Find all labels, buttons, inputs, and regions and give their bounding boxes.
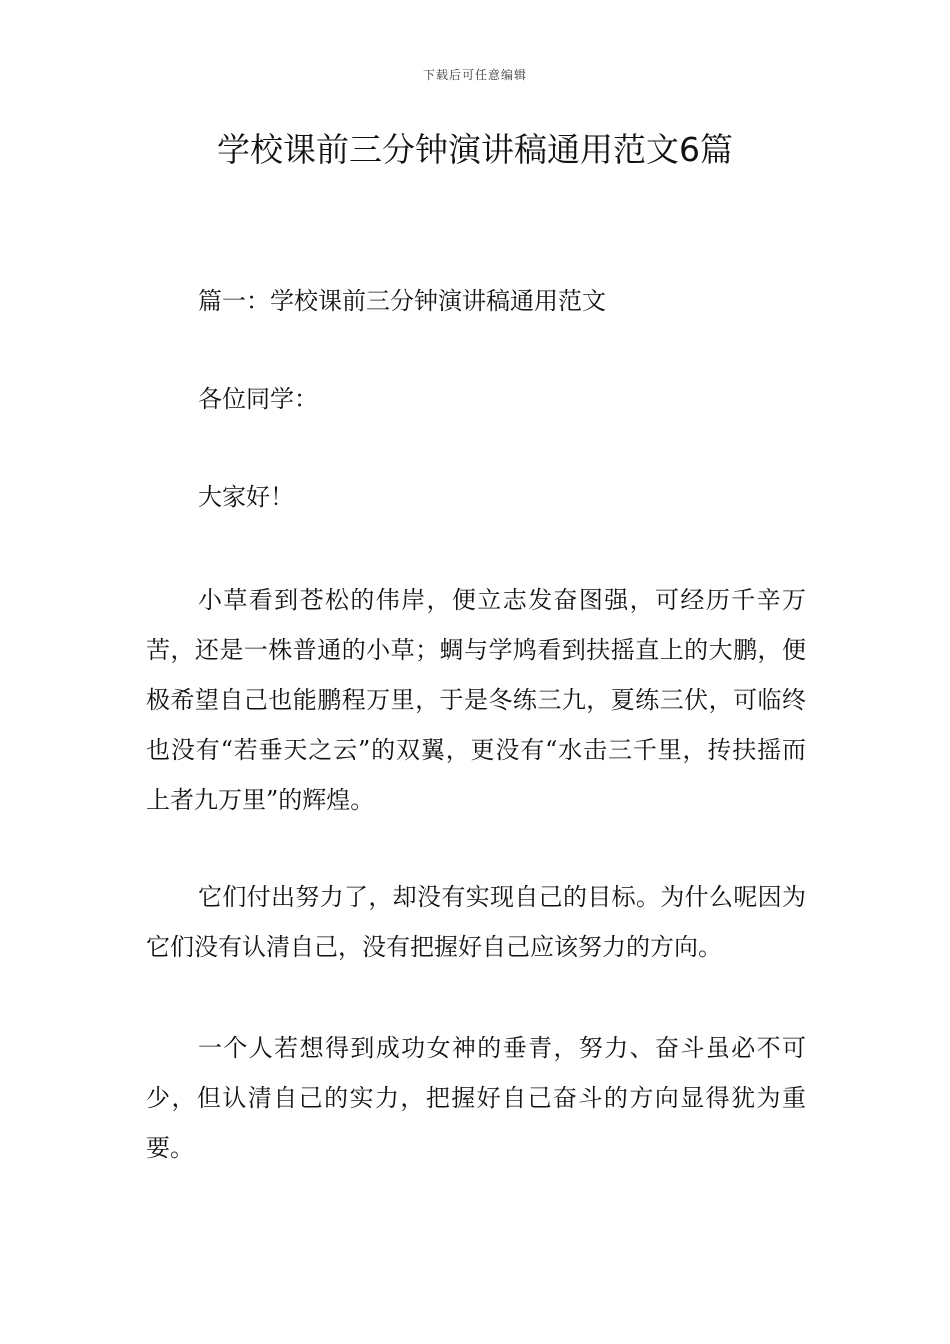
body-paragraph: 小草看到苍松的伟岸，便立志发奋图强，可经历千辛万苦，还是一株普通的小草；蜩与学鸠看到扶摇直上的大鹏，便极希望自己也能鹏程万里，于是冬练三九，夏练三伏，可临终也没有“若垂天之云”的双翼，更没有“水击三千里，抟扶摇而上者九万里”的辉煌。 bbox=[146, 586, 806, 814]
paragraph-block-2 bbox=[146, 872, 806, 972]
greeting-block bbox=[146, 472, 806, 522]
salutation: 各位同学： bbox=[198, 385, 318, 413]
greeting: 大家好！ bbox=[198, 483, 294, 511]
header-note: 下载后可任意编辑 bbox=[422, 68, 527, 82]
salutation-block bbox=[146, 374, 806, 424]
body-paragraph: 一个人若想得到成功女神的垂青，努力、奋斗虽必不可少，但认清自己的实力，把握好自己奋斗的方向显得犹为重要。 bbox=[146, 1034, 806, 1162]
paragraph-block-1 bbox=[146, 575, 806, 825]
paragraph-block-3 bbox=[146, 1023, 806, 1173]
document-title: 学校课前三分钟演讲稿通用范文6篇 bbox=[217, 130, 733, 169]
section-heading-block bbox=[146, 276, 806, 326]
section-heading: 篇一：学校课前三分钟演讲稿通用范文 bbox=[198, 287, 606, 315]
body-paragraph: 它们付出努力了，却没有实现自己的目标。为什么呢因为它们没有认清自己，没有把握好自己应该努力的方向。 bbox=[146, 883, 806, 961]
